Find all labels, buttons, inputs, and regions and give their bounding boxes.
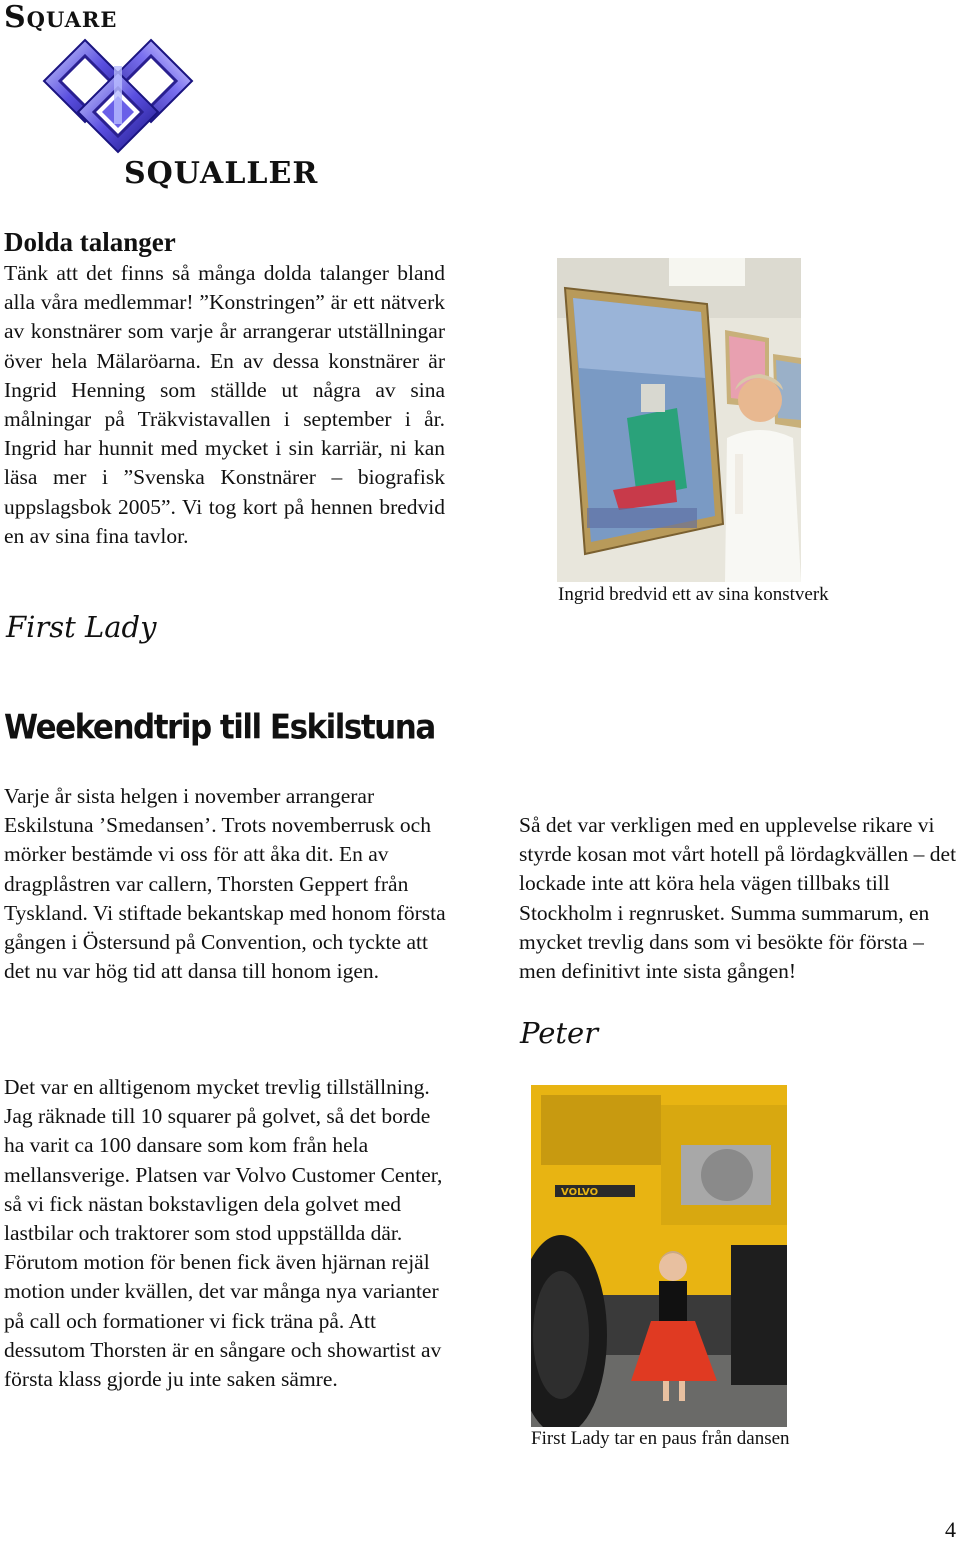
square-dance-logo [40,36,196,158]
signature-peter: Peter [520,1016,599,1050]
article-heading-dolda-talanger: Dolda talanger [4,227,176,257]
photo-caption-first-lady: First Lady tar en paus från dansen [531,1428,790,1449]
article-body-dolda-talanger: Tänk att det finns så många dolda talanger bland alla våra medlemmar! ”Konstringen” är ett nätverk av konstnärer som varje år arrangerar utställningar över hela Mälaröarna. En av dessa konstnärer är Ingrid Henning som ställde ut några av sina målningar på Träkvistavallen i september i år. Ingrid har hunnit med mycket i sin karriär, ni kan läsa mer i ”Svenska Konstnärer – biografisk uppslagsbok 2005”. Vi tog kort på hennen bredvid en av sina fina tavlor. [4,261,445,548]
page-number: 4 [945,1517,956,1542]
masthead-title-bottom: SQUALLER [124,156,319,191]
article-heading-weekendtrip: Weekendtrip till Eskilstuna [4,708,435,748]
photo-ingrid-painting [557,258,801,582]
article-paragraph-2: Det var en alltigenom mycket trevlig tillställning. Jag räknade till 10 squarer på golvet, så det borde ha varit ca 100 dansare som kom från hela mellansverige. Platsen var Volvo Customer Center, så vi fick nästan bokstavligen dela golvet med lastbilar och traktorer som stod uppställda där. Förutom motion för benen fick även hjärnan rejäl motion under kvällen, det var många nya varianter på call och formationer vi fick träna på. Att dessutom Thorsten är en sångare och showartist av första klass gjorde ju inte saken sämre. [4,1075,443,1392]
article-paragraph-3: Så det var verkligen med en upplevelse rikare vi styrde kosan mot vårt hotell på lördagkvällen – det lockade inte att köra hela vägen tillbaks till Stockholm i regnrusket. Summa summarum, en mycket trevlig dans som vi besökte för första – men definitivt inte sista gången! [519,813,957,984]
volvo-brand-text: VOLVO [561,1187,599,1198]
masthead-title-top: Square [4,0,118,35]
article-paragraph-1: Varje år sista helgen i november arrangerar Eskilstuna ’Smedansen’. Trots novemberrusk och mörker bestämde vi oss för att åka dit. En av dragplåstren var callern, Thorsten Geppert från Tyskland. Vi stiftade bekantskap med honom första gången i Östersund på Convention, och tyckte att det nu var hög tid att dansa till honom igen. [4,784,446,984]
signature-first-lady: First Lady [6,610,157,644]
photo-caption-ingrid: Ingrid bredvid ett av sina konstverk [558,584,829,605]
photo-first-lady-volvo [531,1085,787,1427]
